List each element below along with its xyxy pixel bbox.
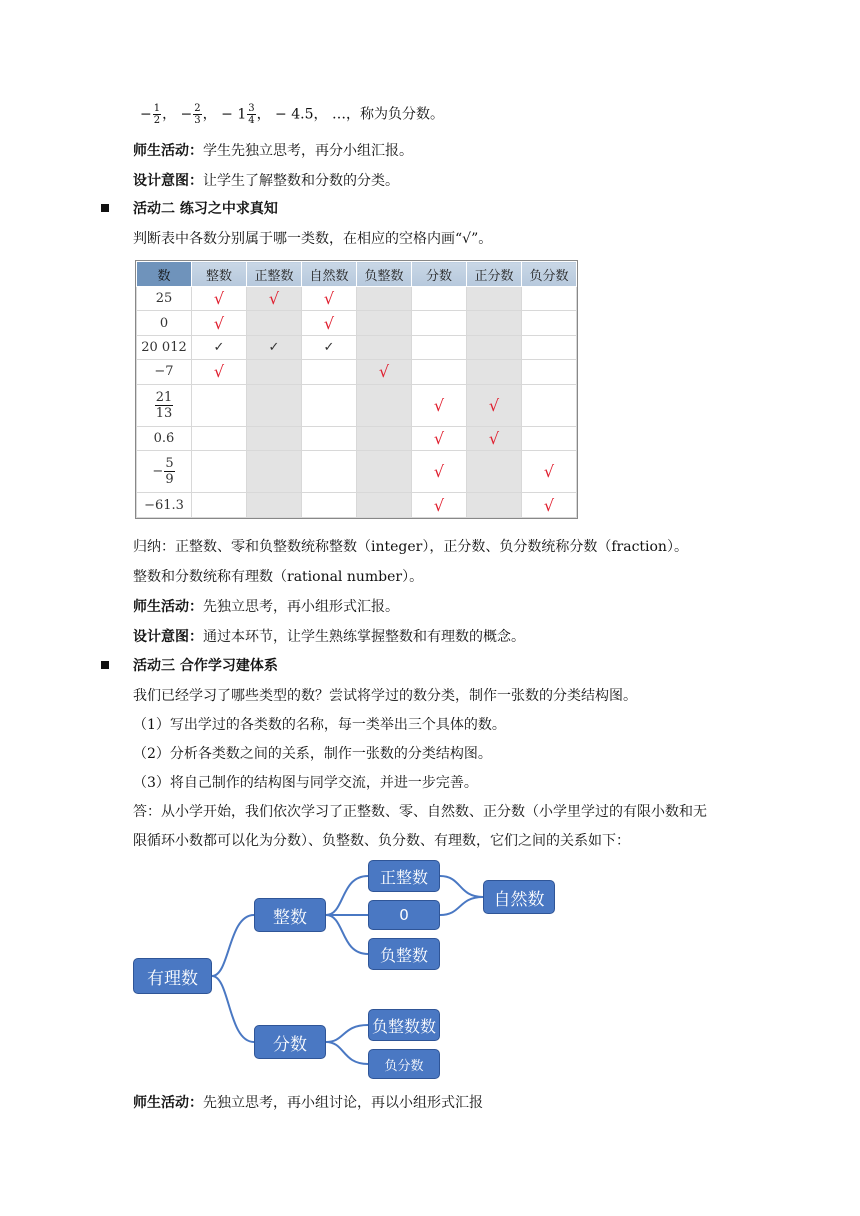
table-cell	[302, 426, 357, 450]
table-cell	[522, 335, 577, 359]
table-row	[137, 287, 577, 311]
table-cell	[522, 287, 577, 311]
intro-activity: 师生活动：学生先独立思考，再分小组汇报。	[133, 143, 413, 159]
table-cell	[192, 311, 247, 335]
table-header-cell: 分数	[412, 262, 467, 287]
table-cell	[302, 287, 357, 311]
check-mark-icon: √	[378, 362, 390, 382]
section3-p2: （1）写出学过的各类数的名称，每一类举出三个具体的数。	[133, 717, 506, 733]
table-header-cell: 正整数	[247, 262, 302, 287]
table-cell	[412, 451, 467, 493]
table-cell	[192, 335, 247, 359]
table-cell	[357, 451, 412, 493]
fraction-numerator: 5	[165, 456, 174, 472]
check-mark-icon: √	[433, 495, 445, 515]
table-cell	[357, 287, 412, 311]
negative-sign: −	[152, 464, 164, 480]
table-row	[137, 493, 577, 518]
intro-intent: 设计意图：让学生了解整数和分数的分类。	[133, 173, 399, 189]
connector-integer-posint	[326, 876, 368, 915]
table-cell	[192, 451, 247, 493]
table-cell	[467, 493, 522, 518]
table-row-label: 20 012	[137, 335, 192, 359]
node-integer: 整数	[254, 898, 326, 932]
table-row	[137, 384, 577, 426]
check-mark-icon: ✓	[213, 340, 225, 356]
table-row-label: 0.6̇	[137, 426, 192, 450]
table-cell	[412, 335, 467, 359]
table-row	[137, 426, 577, 450]
node-fraction-child-2: 负分数	[368, 1049, 440, 1079]
check-mark-icon: √	[543, 462, 555, 482]
section3-p4: （3）将自己制作的结构图与同学交流，并进一步完善。	[133, 775, 478, 791]
connector-posint-natural	[440, 876, 483, 897]
check-mark-icon: √	[433, 462, 445, 482]
check-mark-icon: √	[488, 395, 500, 415]
check-mark-icon: √	[323, 289, 335, 309]
table-row-label: −61.3	[137, 493, 192, 518]
check-mark-icon: ✓	[268, 340, 280, 356]
connector-root-integer	[212, 915, 254, 976]
table-cell	[467, 360, 522, 384]
negative-fraction-examples: − $\frac{1}{2}$ ， − $\frac{2}{3}$ ， − 1 $\frac{3}{4}$ ， − 4.5， …，称为负分数。	[140, 103, 444, 126]
section2-title: 活动二 练习之中求真知	[133, 201, 278, 217]
table-cell	[412, 426, 467, 450]
table-cell	[467, 287, 522, 311]
table-cell	[192, 493, 247, 518]
node-negative-integer: 负整数	[368, 938, 440, 970]
check-mark-icon: √	[433, 429, 445, 449]
check-mark-icon: √	[213, 289, 225, 309]
summary-line-2: 整数和分数统称有理数（rational number）。	[133, 569, 424, 585]
table-cell	[467, 426, 522, 450]
table-cell	[412, 360, 467, 384]
table-cell	[247, 311, 302, 335]
node-zero: 0	[368, 900, 440, 930]
table-cell	[522, 311, 577, 335]
table-cell	[302, 451, 357, 493]
table-cell	[467, 335, 522, 359]
table-cell	[192, 360, 247, 384]
table-cell	[247, 360, 302, 384]
summary-line-1: 归纳：正整数、零和负整数统称整数（integer），正分数、负分数统称分数（fraction）。	[133, 539, 688, 555]
table-cell	[357, 311, 412, 335]
table-cell	[192, 384, 247, 426]
table-row-label: 0	[137, 311, 192, 335]
table-row	[137, 311, 577, 335]
table-cell	[467, 451, 522, 493]
table-row	[137, 335, 577, 359]
table-cell	[357, 493, 412, 518]
section3-p6: 限循环小数都可以化为分数）、负整数、负分数、有理数，它们之间的关系如下：	[133, 833, 630, 849]
table-row	[137, 451, 577, 493]
node-positive-integer: 正整数	[368, 860, 440, 892]
node-fraction-child-1: 负整数数	[368, 1009, 440, 1041]
table-row-label	[137, 384, 192, 426]
bullet-icon	[101, 204, 109, 212]
check-mark-icon: √	[488, 429, 500, 449]
table-header-cell: 负分数	[522, 262, 577, 287]
check-mark-icon: √	[323, 313, 335, 333]
table-cell	[522, 384, 577, 426]
section3-activity: 师生活动：先独立思考，再小组讨论，再以小组形式汇报	[133, 1095, 483, 1111]
check-mark-icon: √	[213, 313, 225, 333]
fraction-2: $\frac{2}{3}$	[194, 103, 201, 126]
table-cell	[522, 426, 577, 450]
table-cell	[192, 426, 247, 450]
section2-intent: 设计意图：通过本环节，让学生熟练掌握整数和有理数的概念。	[133, 629, 525, 645]
table-header-cell: 负整数	[357, 262, 412, 287]
node-natural: 自然数	[483, 880, 555, 914]
section3-p3: （2）分析各类数之间的关系，制作一张数的分类结构图。	[133, 746, 492, 762]
node-fraction: 分数	[254, 1025, 326, 1059]
table-cell	[302, 360, 357, 384]
table-cell	[247, 426, 302, 450]
section3-title: 活动三 合作学习建体系	[133, 658, 278, 674]
table-cell	[522, 451, 577, 493]
fraction-denominator: 13	[155, 405, 173, 421]
section3-p1: 我们已经学习了哪些类型的数？尝试将学过的数分类，制作一张数的分类结构图。	[133, 688, 637, 704]
number-classification-table	[135, 260, 578, 519]
node-rational: 有理数	[133, 958, 212, 994]
table-cell	[302, 493, 357, 518]
table-cell	[247, 287, 302, 311]
table-cell	[412, 493, 467, 518]
table-cell	[192, 287, 247, 311]
table-cell	[522, 360, 577, 384]
connector-fraction-child2	[326, 1042, 368, 1064]
fraction-label	[155, 390, 174, 421]
table-cell	[247, 493, 302, 518]
fraction-label	[164, 456, 174, 487]
connector-zero-natural	[440, 897, 483, 915]
table-cell	[467, 384, 522, 426]
table-header-cell: 自然数	[302, 262, 357, 287]
table-header-row	[137, 262, 577, 287]
section2-activity: 师生活动：先独立思考，再小组形式汇报。	[133, 599, 399, 615]
check-mark-icon: √	[433, 395, 445, 415]
connector-fraction-child1	[326, 1025, 368, 1042]
table-header-cell: 正分数	[467, 262, 522, 287]
connector-integer-negint	[326, 915, 368, 954]
check-mark-icon: √	[268, 289, 280, 309]
table-cell	[412, 311, 467, 335]
check-mark-icon: ✓	[323, 340, 335, 356]
section3-p5: 答：从小学开始，我们依次学习了正整数、零、自然数、正分数（小学里学过的有限小数和无	[133, 804, 707, 820]
table-cell	[522, 493, 577, 518]
fraction-3: $\frac{3}{4}$	[248, 103, 255, 126]
table-cell	[357, 384, 412, 426]
table-row-label: 25	[137, 287, 192, 311]
table-header-cell: 数	[137, 262, 192, 287]
table-row-label: −7	[137, 360, 192, 384]
bullet-icon	[101, 661, 109, 669]
fraction-numerator: 21	[155, 389, 173, 405]
fraction-1: $\frac{1}{2}$	[153, 103, 161, 126]
table-cell	[247, 335, 302, 359]
section2-instruction: 判断表中各数分别属于哪一类数，在相应的空格内画“√”。	[133, 231, 493, 247]
table-cell	[357, 360, 412, 384]
table-cell	[357, 426, 412, 450]
table-cell	[467, 311, 522, 335]
connector-root-fraction	[212, 976, 254, 1042]
table-cell	[412, 384, 467, 426]
table-row	[137, 360, 577, 384]
table-cell	[412, 287, 467, 311]
table-cell	[302, 384, 357, 426]
fraction-denominator: 9	[165, 472, 174, 488]
table-header-cell: 整数	[192, 262, 247, 287]
table-cell	[247, 451, 302, 493]
check-mark-icon: √	[213, 362, 225, 382]
table-cell	[302, 335, 357, 359]
table-cell	[357, 335, 412, 359]
check-mark-icon: √	[543, 495, 555, 515]
table-row-label	[137, 451, 192, 493]
table-cell	[247, 384, 302, 426]
table-cell	[302, 311, 357, 335]
